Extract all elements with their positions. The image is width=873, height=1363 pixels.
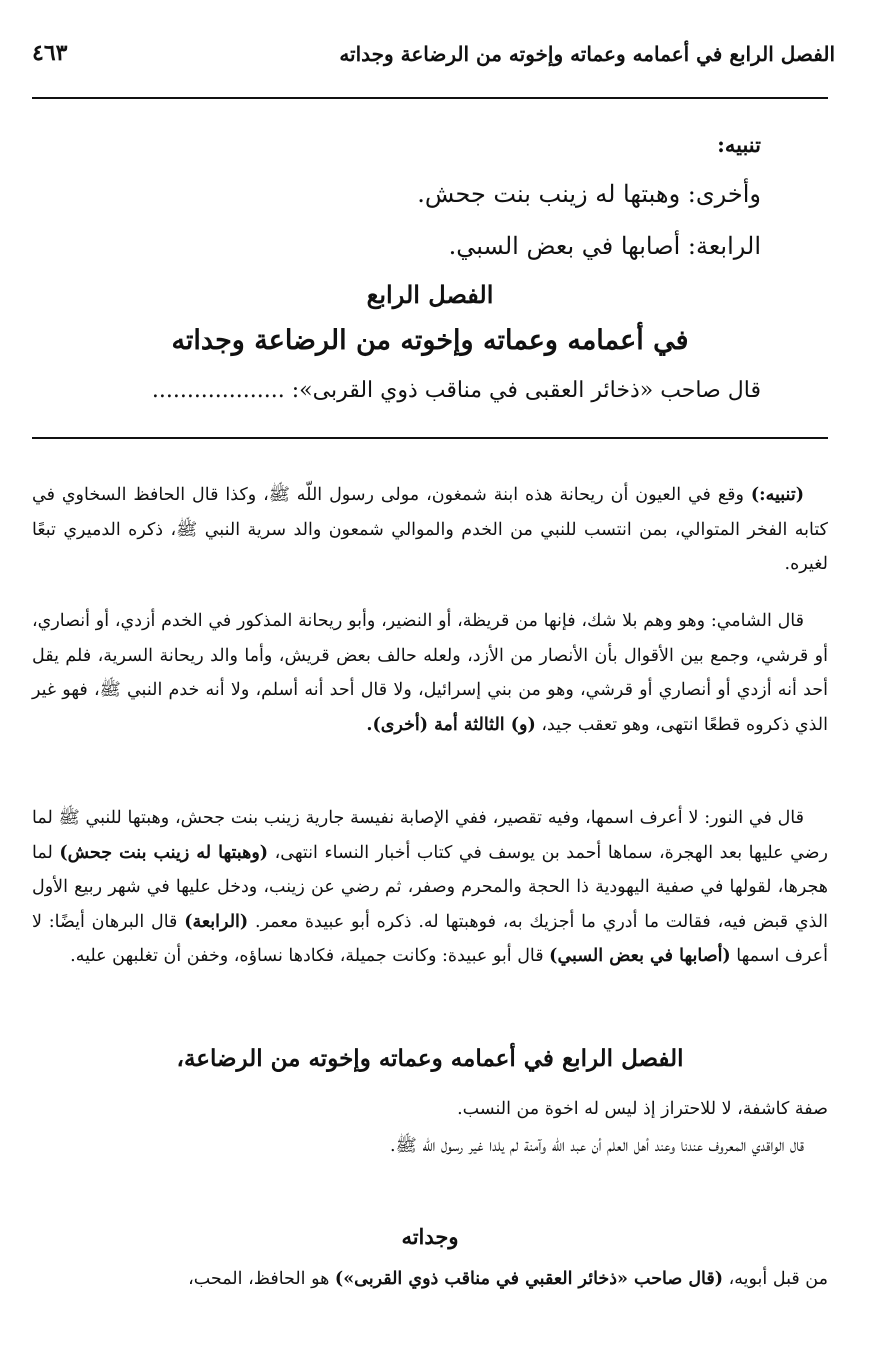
paragraph-text: وقع في العيون أن ريحانة هذه ابنة شمغون، مولى رسول اللّه ﷺ، وكذا قال الحافظ السخاوي في كتابه الفخر المتوالي، بمن انتسب للنبي من الخدم والموالي شمعون والد سرية النبي ﷺ، ذكره الدميري تبعًا لغيره.	[32, 485, 828, 574]
bold-quote: (قال صاحب «ذخائر العقبي في مناقب ذوي القربى»)	[334, 1269, 724, 1289]
bold-quote: (أصابها في بعض السبي)	[549, 946, 731, 966]
paragraph-text: قال أبو عبيدة: وكانت جميلة، فكادها نساؤه، وخفن أن تغلبهن عليه.	[70, 946, 550, 966]
page-number: ٤٦٣	[32, 40, 68, 66]
commentary-paragraph-4	[32, 1092, 828, 1127]
running-header-title: الفصل الرابع في أعمامه وعماته وإخوته من الرضاعة وجداته	[339, 42, 835, 66]
paragraph-text: هو الحافظ، المحب،	[188, 1269, 335, 1289]
paragraph-text: من قبل أبويه،	[723, 1269, 828, 1289]
bold-quote: (وهبتها له زينب بنت جحش)	[59, 842, 269, 863]
quoted-source-line	[81, 378, 761, 403]
paragraph-text: قال في النور: لا أعرف اسمها، وفيه تقصير، ففي الإصابة نفيسة جارية زينب بنت جحش، وهبتها للنبي ﷺ لما رضي عليها بعد الهجرة، سماها أحمد بن يوسف في كتاب أخبار النساء انتهى،	[32, 808, 828, 863]
commentary-paragraph-1	[32, 478, 828, 582]
paragraph-text: قال الواقدي المعروف عندنا وعند أهل العلم أن عبد اللّه وآمنة لم يلدا غير رسول اللّه ﷺ.	[390, 1136, 804, 1156]
commentary-paragraph-3	[32, 801, 828, 974]
main-line-fourth: الرابعة: أصابها في بعض السبي.	[448, 232, 761, 260]
commentary-paragraph-5	[32, 1129, 828, 1164]
main-line-other: وأخرى: وهبتها له زينب بنت جحش.	[417, 180, 761, 208]
bold-quote: (الرابعة)	[184, 911, 249, 932]
notice-heading: تنبيه:	[717, 132, 761, 157]
paragraph-text: قال الشامي: وهو وهم بلا شك، فإنها من قريظة، أو النضير، وأبو ريحانة المذكور في الخدم أزدي، أو أنصاري، أو قرشي، وجمع بين الأقوال بأن الأنصار من الأزد، ولعله حالف بعض قريش، وأما والد ريحانة السرية، فلم يقل أحد أنه أزدي أو أنصاري أو قرشي، وهو من بني إسرائيل، ولا قال أحد أنه أسلم، ولا أنه خدم النبي ﷺ، فهو غير الذي ذكروه قطعًا انتهى، وهو تعقب جيد،	[32, 611, 828, 735]
commentary-heading-chapter: الفصل الرابع في أعمامه وعماته وإخوته من الرضاعة،	[176, 1045, 684, 1072]
commentary-heading-grandmothers: وجداته	[401, 1224, 459, 1249]
bold-quote: (و) الثالثة أمة (أخرى).	[366, 714, 536, 735]
header-divider	[32, 97, 828, 99]
chapter-heading: الفصل الرابع	[366, 280, 494, 309]
commentary-paragraph-2	[32, 604, 828, 742]
ellipsis-dots: ...................	[151, 378, 285, 403]
chapter-subheading: في أعمامه وعماته وإخوته من الرضاعة وجداته	[171, 325, 689, 356]
commentary-divider	[32, 437, 828, 439]
commentary-paragraph-6	[32, 1262, 828, 1297]
paragraph-text: لما هجرها، لقولها في صفية اليهودية ذا الحجة والمحرم وصفر، ثم رضي عن زينب، ودخل عليها في شهر ربيع الأول الذي قبض فيه، فقالت ما أدري ما أجزيك به، فوهبتها له. ذكره أبو عبيدة معمر.	[32, 842, 828, 932]
paragraph-text: صفة كاشفة، لا للاحتراز إذ ليس له اخوة من النسب.	[457, 1099, 828, 1119]
quoted-source-text: قال صاحب «ذخائر العقبى في مناقب ذوي القربى»:	[291, 378, 761, 403]
paragraph-text: قال البرهان أيضًا: لا أعرف اسمها	[32, 911, 828, 966]
notice-label: (تنبيه:)	[750, 485, 804, 505]
